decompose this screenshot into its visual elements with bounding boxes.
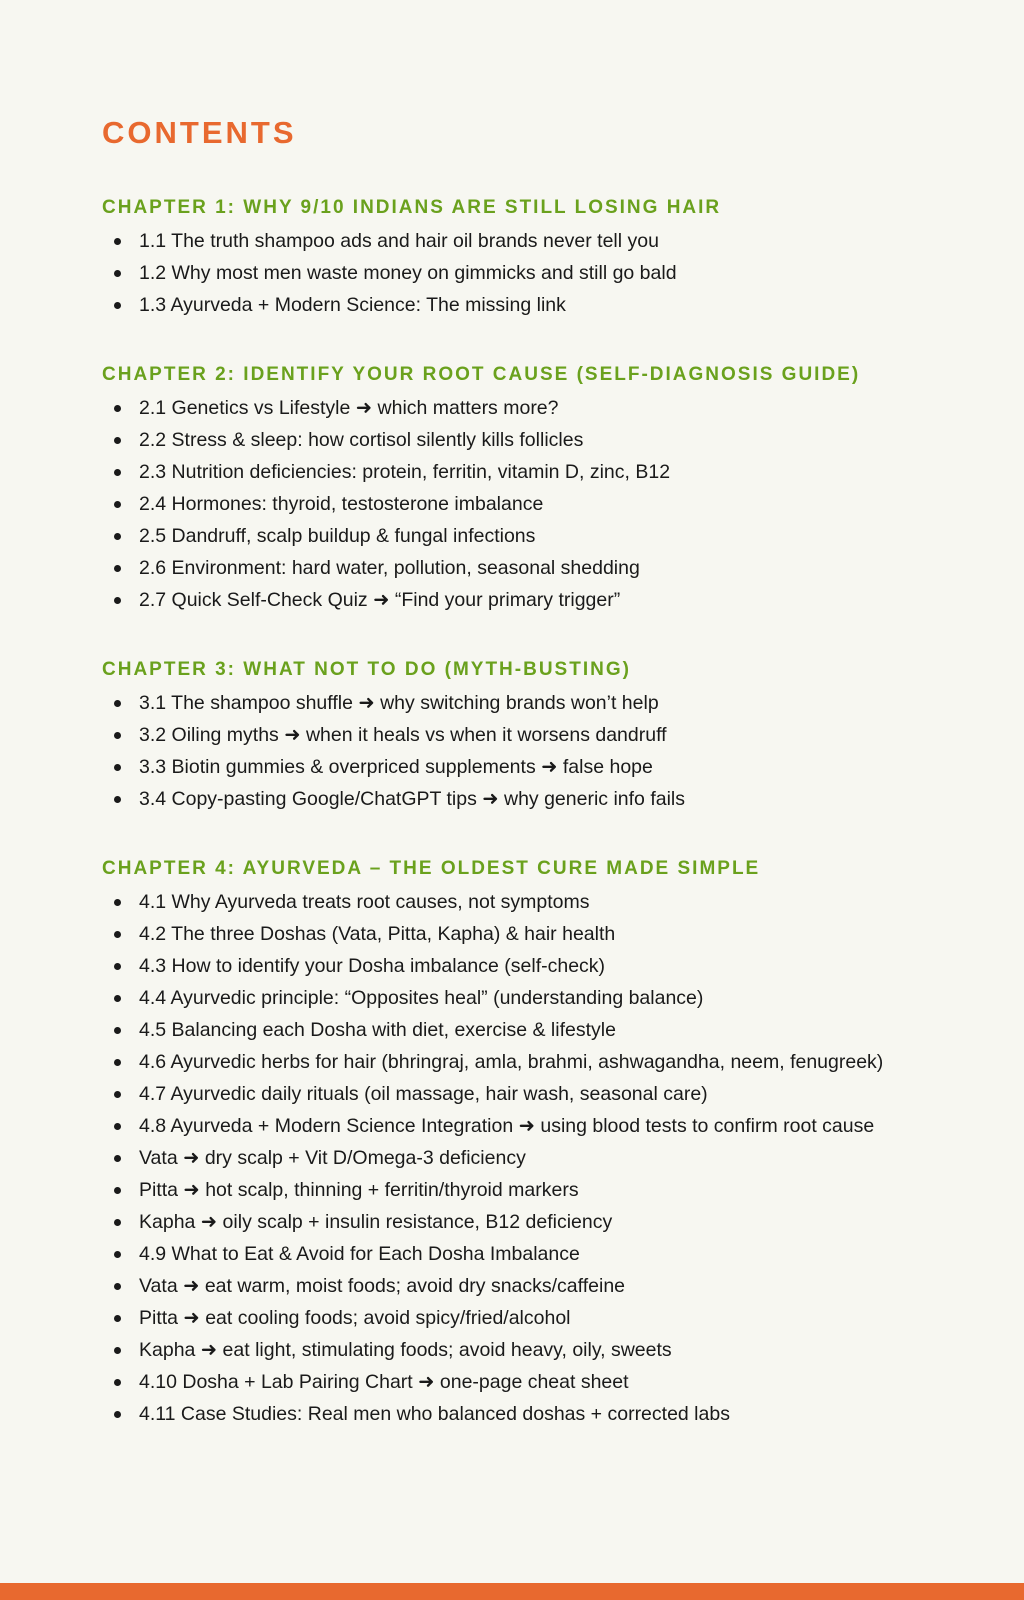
list-item [102,1366,942,1398]
list-item [102,950,942,982]
list-item [102,918,942,950]
list-item-text: 1.3 Ayurveda + Modern Science: The missing link [139,294,566,316]
list-item-text: Kapha ➜ eat light, stimulating foods; avoid heavy, oily, sweets [139,1339,672,1361]
bullet-icon [114,1027,121,1034]
list-item [102,552,942,584]
bullet-icon [114,501,121,508]
list-item-text: 3.1 The shampoo shuffle ➜ why switching brands won’t help [139,692,659,714]
list-item [102,1270,942,1302]
chapter-2 [102,362,942,616]
list-item-text: 2.2 Stress & sleep: how cortisol silently kills follicles [139,429,584,451]
list-item [102,1334,942,1366]
chapter-item-list [102,687,942,815]
bullet-icon [114,597,121,604]
list-item-text: 3.2 Oiling myths ➜ when it heals vs when it worsens dandruff [139,724,667,746]
list-item-text: 4.7 Ayurvedic daily rituals (oil massage, hair wash, seasonal care) [139,1083,708,1105]
list-item-text: 3.4 Copy-pasting Google/ChatGPT tips ➜ why generic info fails [139,788,685,810]
bullet-icon [114,1091,121,1098]
list-item [102,687,942,719]
list-item [102,886,942,918]
list-item-text: Pitta ➜ hot scalp, thinning + ferritin/thyroid markers [139,1179,579,1201]
chapter-heading: CHAPTER 3: WHAT NOT TO DO (MYTH-BUSTING) [102,659,631,680]
bullet-icon [114,764,121,771]
list-item [102,584,942,616]
list-item-text: 4.9 What to Eat & Avoid for Each Dosha Imbalance [139,1243,580,1265]
list-item-text: 3.3 Biotin gummies & overpriced supplements ➜ false hope [139,756,653,778]
bullet-icon [114,238,121,245]
bullet-icon [114,469,121,476]
list-item-text: 4.3 How to identify your Dosha imbalance (self-check) [139,955,606,977]
list-item [102,520,942,552]
list-item-text: 2.6 Environment: hard water, pollution, seasonal shedding [139,557,640,579]
list-item [102,1046,942,1078]
list-item [102,751,942,783]
list-item-text: Vata ➜ dry scalp + Vit D/Omega-3 deficiency [139,1147,526,1169]
chapter-3 [102,657,942,815]
bullet-icon [114,270,121,277]
bullet-icon [114,1411,121,1418]
chapter-item-list [102,392,942,616]
list-item [102,488,942,520]
contents-page [102,112,942,1430]
bullet-icon [114,899,121,906]
bullet-icon [114,1219,121,1226]
list-item-text: 2.5 Dandruff, scalp buildup & fungal infections [139,525,536,547]
chapter-heading: CHAPTER 1: WHY 9/10 INDIANS ARE STILL LOSING HAIR [102,197,722,218]
page-title: CONTENTS [102,115,297,150]
list-item [102,1078,942,1110]
bullet-icon [114,1123,121,1130]
bullet-icon [114,796,121,803]
chapter-list [102,195,942,1430]
bullet-icon [114,1187,121,1194]
list-item [102,1174,942,1206]
list-item-text: 4.1 Why Ayurveda treats root causes, not symptoms [139,891,590,913]
bullet-icon [114,963,121,970]
list-item [102,1206,942,1238]
list-item [102,1302,942,1334]
list-item [102,982,942,1014]
list-item [102,1110,942,1142]
bullet-icon [114,732,121,739]
list-item-text: Vata ➜ eat warm, moist foods; avoid dry snacks/caffeine [139,1275,626,1297]
bullet-icon [114,1379,121,1386]
bullet-icon [114,565,121,572]
chapter-heading: CHAPTER 4: AYURVEDA – THE OLDEST CURE MADE SIMPLE [102,858,761,879]
bullet-icon [114,1315,121,1322]
list-item-text: 4.10 Dosha + Lab Pairing Chart ➜ one-page cheat sheet [139,1371,629,1393]
bullet-icon [114,1347,121,1354]
bullet-icon [114,405,121,412]
list-item-text: Pitta ➜ eat cooling foods; avoid spicy/fried/alcohol [139,1307,571,1329]
bullet-icon [114,533,121,540]
list-item-text: 2.4 Hormones: thyroid, testosterone imbalance [139,493,544,515]
chapter-item-list [102,225,942,321]
list-item [102,1398,942,1430]
list-item [102,456,942,488]
bullet-icon [114,1155,121,1162]
list-item-text: 1.2 Why most men waste money on gimmicks and still go bald [139,262,677,284]
list-item [102,257,942,289]
list-item-text: 4.11 Case Studies: Real men who balanced doshas + corrected labs [139,1403,730,1425]
chapter-1 [102,195,942,321]
list-item [102,424,942,456]
bullet-icon [114,1059,121,1066]
list-item [102,1238,942,1270]
bullet-icon [114,1251,121,1258]
list-item-text: Kapha ➜ oily scalp + insulin resistance, B12 deficiency [139,1211,613,1233]
list-item-text: 4.2 The three Doshas (Vata, Pitta, Kapha) & hair health [139,923,616,945]
list-item [102,783,942,815]
list-item-text: 2.7 Quick Self-Check Quiz ➜ “Find your primary trigger” [139,589,621,611]
bullet-icon [114,931,121,938]
bullet-icon [114,437,121,444]
chapter-item-list [102,886,942,1430]
list-item-text: 4.8 Ayurveda + Modern Science Integration ➜ using blood tests to confirm root cause [139,1115,875,1137]
list-item [102,392,942,424]
list-item-text: 4.6 Ayurvedic herbs for hair (bhringraj, amla, brahmi, ashwagandha, neem, fenugreek) [139,1051,884,1073]
list-item-text: 1.1 The truth shampoo ads and hair oil brands never tell you [139,230,659,252]
list-item [102,1142,942,1174]
chapter-heading: CHAPTER 2: IDENTIFY YOUR ROOT CAUSE (SELF-DIAGNOSIS GUIDE) [102,364,861,385]
bullet-icon [114,700,121,707]
list-item-text: 4.4 Ayurvedic principle: “Opposites heal” (understanding balance) [139,987,704,1009]
bullet-icon [114,1283,121,1290]
list-item [102,289,942,321]
bullet-icon [114,302,121,309]
bullet-icon [114,995,121,1002]
footer-bar [0,1583,1024,1600]
list-item-text: 2.1 Genetics vs Lifestyle ➜ which matters more? [139,397,559,419]
list-item [102,225,942,257]
list-item-text: 4.5 Balancing each Dosha with diet, exercise & lifestyle [139,1019,616,1041]
chapter-4 [102,856,942,1430]
list-item [102,1014,942,1046]
list-item-text: 2.3 Nutrition deficiencies: protein, ferritin, vitamin D, zinc, B12 [139,461,671,483]
list-item [102,719,942,751]
